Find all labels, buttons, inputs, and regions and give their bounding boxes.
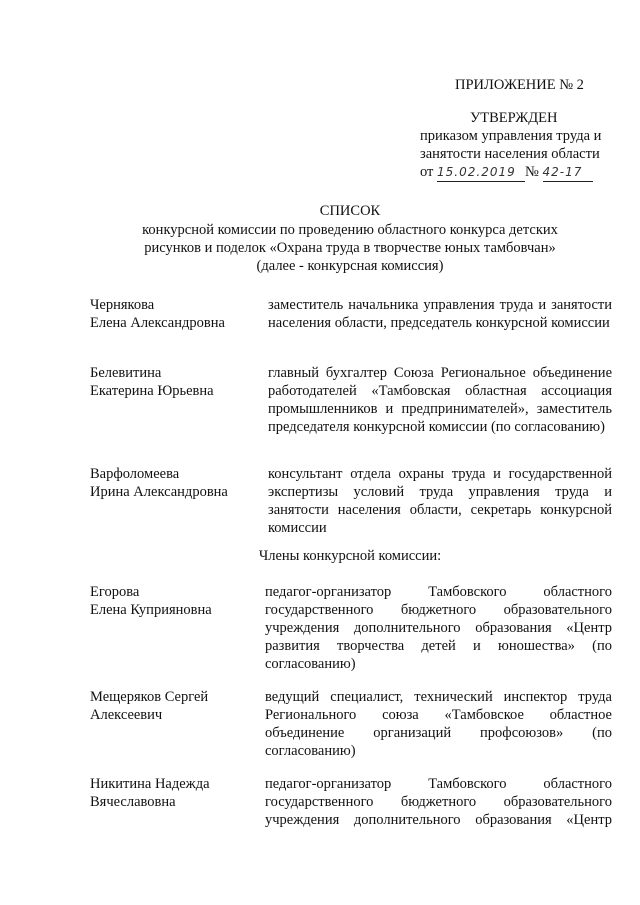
number-label: №	[525, 164, 539, 180]
member-given-names: Алексеевич	[90, 707, 163, 723]
title-line-1: конкурсной комиссии по проведению областного конкурса детских	[142, 222, 558, 238]
title-line-2: рисунков и поделок «Охрана труда в творчестве юных тамбовчан»	[144, 240, 556, 256]
member-given-names: Ирина Александровна	[90, 484, 228, 500]
approved-label: УТВЕРЖДЕН	[470, 110, 558, 126]
handwritten-date: 15.02.2019	[437, 163, 525, 182]
from-label: от	[420, 164, 434, 180]
handwritten-number: 42-17	[543, 163, 593, 182]
member-surname: Белевитина	[90, 365, 162, 381]
member-role: консультант отдела охраны труда и государственной экспертизы условий труда управления труда и занятости населения области, секретарь конкурсной комиссии	[268, 466, 612, 536]
member-given-names: Вячеславовна	[90, 794, 176, 810]
member-role: педагог-организатор Тамбовского областного государственного бюджетного образовательного учреждения дополнительного образования «Центр	[265, 776, 612, 828]
member-role: главный бухгалтер Союза Региональное объединение работодателей «Тамбовская областная ассоциация промышленников и предпринимателей», заместитель председателя конкурсной комиссии (по согласованию)	[268, 365, 612, 435]
member-surname: Мещеряков Сергей	[90, 689, 209, 705]
member-role: заместитель начальника управления труда и занятости населения области, председатель конкурсной комиссии	[268, 297, 612, 331]
title-line-3: (далее - конкурсная комиссия)	[256, 258, 444, 274]
member-surname: Егорова	[90, 584, 140, 600]
member-surname: Чернякова	[90, 297, 155, 313]
member-given-names: Елена Александровна	[90, 315, 225, 331]
member-given-names: Елена Куприяновна	[90, 602, 212, 618]
order-line-2: занятости населения области	[420, 146, 600, 162]
member-role: педагог-организатор Тамбовского областного государственного бюджетного образовательного учреждения дополнительного образования «Центр развития творчества детей и юношества» (по согласованию)	[265, 584, 612, 672]
appendix-label: ПРИЛОЖЕНИЕ № 2	[455, 77, 584, 93]
order-date-line	[420, 163, 593, 182]
member-surname: Варфоломеева	[90, 466, 180, 482]
member-given-names: Екатерина Юрьевна	[90, 383, 214, 399]
order-line-1: приказом управления труда и	[420, 128, 602, 144]
document-title: СПИСОК	[319, 203, 381, 219]
members-heading: Члены конкурсной комиссии:	[258, 548, 442, 564]
member-role: ведущий специалист, технический инспектор труда Регионального союза «Тамбовское областное объединение организаций профсоюзов» (по согласованию)	[265, 689, 612, 759]
member-surname: Никитина Надежда	[90, 776, 210, 792]
